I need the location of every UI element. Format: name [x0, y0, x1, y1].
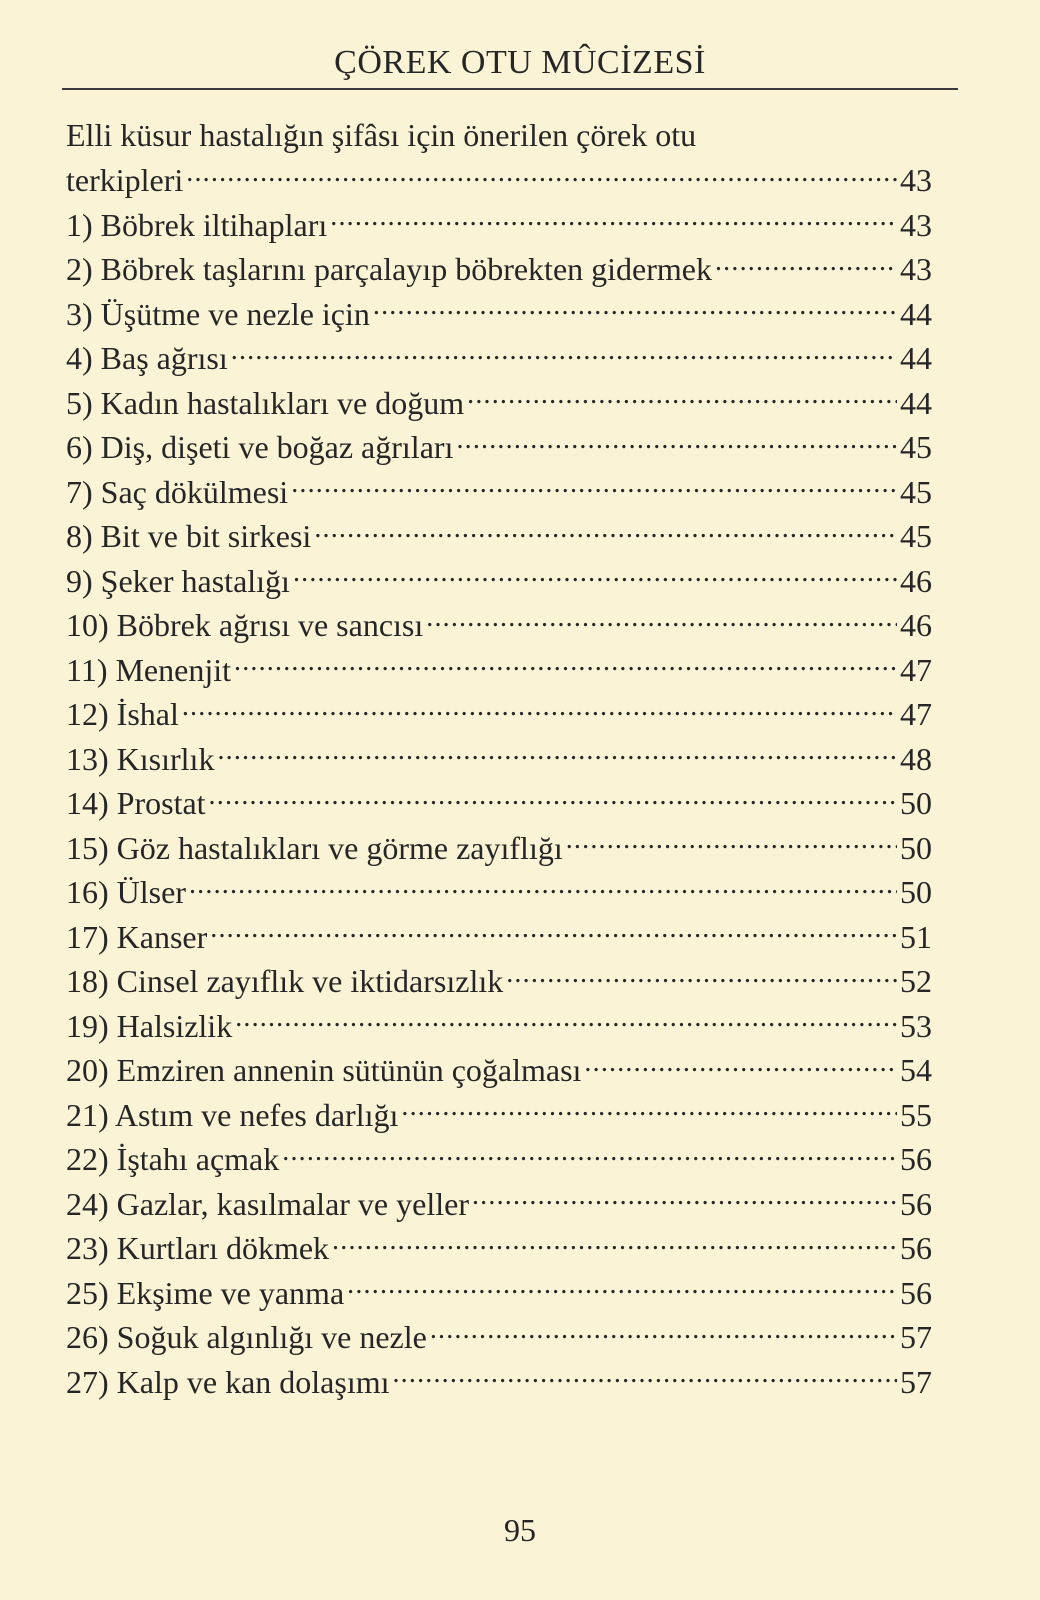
toc-entry — [66, 1048, 932, 1093]
toc-entry-page: 44 — [900, 295, 932, 332]
toc-entry — [66, 1004, 932, 1049]
page-number: 95 — [504, 1512, 536, 1548]
toc-entry-label: 9) Şeker hastalığı — [66, 562, 290, 599]
dot-leader — [430, 1318, 897, 1348]
toc-entry-page: 56 — [900, 1185, 932, 1222]
toc-entry — [66, 1137, 932, 1182]
dot-leader — [715, 250, 897, 280]
running-title: ÇÖREK OTU MÛCİZESİ — [334, 44, 706, 81]
toc-entry — [66, 158, 932, 203]
dot-leader — [189, 873, 897, 903]
dot-leader — [186, 161, 897, 191]
toc-entry — [66, 559, 932, 604]
toc-entry-label: 6) Diş, dişeti ve boğaz ağrıları — [66, 429, 454, 465]
toc-entry-label: terkipleri — [66, 162, 184, 198]
dot-leader — [584, 1051, 897, 1081]
toc-entry-label: 3) Üşütme ve nezle için — [66, 295, 370, 332]
dot-leader — [332, 1229, 897, 1259]
dot-leader — [234, 651, 897, 681]
toc-entry — [66, 1226, 932, 1271]
table-of-contents — [66, 112, 932, 1404]
dot-leader — [231, 339, 897, 369]
toc-entry-label: 10) Böbrek ağrısı ve sancısı — [66, 607, 424, 643]
toc-entry-page: 57 — [900, 1363, 932, 1400]
toc-entry-page: 43 — [900, 206, 932, 243]
toc-entry — [66, 692, 932, 737]
dot-leader — [330, 206, 897, 236]
toc-entry-label: 27) Kalp ve kan dolaşımı — [66, 1363, 390, 1400]
dot-leader — [472, 1185, 897, 1215]
toc-entry-page: 46 — [900, 562, 932, 599]
toc-entry-label: 26) Soğuk algınlığı ve nezle — [66, 1319, 427, 1355]
toc-entry-page: 53 — [900, 1007, 932, 1044]
dot-leader — [235, 1007, 897, 1037]
toc-entry-label: 13) Kısırlık — [66, 740, 215, 777]
dot-leader — [426, 606, 897, 636]
toc-entry-page: 56 — [900, 1274, 932, 1311]
toc-entry-page: 43 — [900, 251, 932, 287]
toc-entry-label: 19) Halsizlik — [66, 1007, 233, 1044]
toc-entry — [66, 203, 932, 248]
toc-entry-label: 17) Kanser — [66, 918, 208, 955]
toc-entry-page: 54 — [900, 1052, 932, 1088]
toc-entry-page: 46 — [900, 607, 932, 643]
dot-leader — [210, 918, 897, 948]
toc-entry-page: 50 — [900, 785, 932, 821]
toc-entry-label: 25) Ekşime ve yanma — [66, 1274, 345, 1311]
toc-entry-page: 56 — [900, 1230, 932, 1266]
toc-intro-line: Elli küsur hastalığın şifâsı için önerilen çörek otu — [66, 117, 697, 153]
toc-entry — [66, 1315, 932, 1360]
toc-entry-label: 20) Emziren annenin sütünün çoğalması — [66, 1052, 582, 1088]
toc-entry — [66, 514, 932, 559]
toc-entry-page: 50 — [900, 874, 932, 910]
dot-leader — [401, 1096, 897, 1126]
dot-leader — [209, 784, 897, 814]
toc-entry — [66, 1360, 932, 1405]
dot-leader — [467, 384, 897, 414]
toc-entry-page: 44 — [900, 340, 932, 376]
toc-entry-label: 8) Bit ve bit sirkesi — [66, 518, 312, 554]
toc-entry-label: 2) Böbrek taşlarını parçalayıp böbrekten gidermek — [66, 251, 712, 287]
toc-entry-label: 16) Ülser — [66, 874, 186, 910]
toc-entry — [66, 915, 932, 960]
toc-entry — [66, 781, 932, 826]
toc-entry — [66, 959, 932, 1004]
toc-entry-page: 50 — [900, 829, 932, 866]
toc-entry-label: 15) Göz hastalıkları ve görme zayıflığı — [66, 829, 563, 866]
toc-entry-page: 56 — [900, 1141, 932, 1177]
toc-entry-page: 45 — [900, 518, 932, 554]
toc-entry — [66, 336, 932, 381]
toc-entry — [66, 470, 932, 515]
dot-leader — [293, 562, 897, 592]
dot-leader — [282, 1140, 897, 1170]
dot-leader — [456, 428, 897, 458]
header-rule — [62, 88, 958, 90]
toc-entry-page: 47 — [900, 696, 932, 732]
toc-entry-page: 47 — [900, 651, 932, 688]
toc-entry-label: 11) Menenjit — [66, 651, 231, 688]
dot-leader — [217, 740, 897, 770]
toc-entry-label: 23) Kurtları dökmek — [66, 1230, 330, 1266]
toc-entry-page: 45 — [900, 429, 932, 465]
toc-entry — [66, 603, 932, 648]
dot-leader — [506, 962, 897, 992]
toc-entry-label: 12) İshal — [66, 696, 179, 732]
toc-entry — [66, 292, 932, 337]
toc-entry-page: 44 — [900, 384, 932, 421]
dot-leader — [291, 473, 897, 503]
toc-entry-label: 18) Cinsel zayıflık ve iktidarsızlık — [66, 963, 504, 999]
toc-entry-page: 43 — [900, 162, 932, 198]
toc-entry — [66, 826, 932, 871]
toc-entry-label: 22) İştahı açmak — [66, 1141, 280, 1177]
dot-leader — [314, 517, 897, 547]
dot-leader — [347, 1274, 897, 1304]
dot-leader — [182, 695, 897, 725]
toc-entry — [66, 1093, 932, 1138]
toc-entry-label: 21) Astım ve nefes darlığı — [66, 1096, 399, 1133]
toc-entry-page: 48 — [900, 740, 932, 777]
toc-entry — [66, 247, 932, 292]
toc-entry — [66, 648, 932, 693]
toc-entry-page: 55 — [900, 1096, 932, 1133]
toc-entry — [66, 1271, 932, 1316]
toc-entry-page: 45 — [900, 473, 932, 510]
dot-leader — [392, 1363, 897, 1393]
toc-entry-page: 52 — [900, 963, 932, 999]
toc-entry — [66, 425, 932, 470]
toc-entry-label: 7) Saç dökülmesi — [66, 473, 289, 510]
toc-entry — [66, 737, 932, 782]
toc-entry-page: 51 — [900, 918, 932, 955]
dot-leader — [566, 829, 897, 859]
toc-entry-label: 1) Böbrek iltihapları — [66, 206, 328, 243]
toc-entry-label: 24) Gazlar, kasılmalar ve yeller — [66, 1185, 469, 1222]
toc-entry — [66, 381, 932, 426]
toc-entry-label: 14) Prostat — [66, 785, 206, 821]
toc-entry-label: 5) Kadın hastalıkları ve doğum — [66, 384, 465, 421]
toc-entry — [66, 1182, 932, 1227]
toc-entry — [66, 870, 932, 915]
toc-entry-label: 4) Baş ağrısı — [66, 340, 228, 376]
toc-entry-page: 57 — [900, 1319, 932, 1355]
dot-leader — [373, 295, 897, 325]
